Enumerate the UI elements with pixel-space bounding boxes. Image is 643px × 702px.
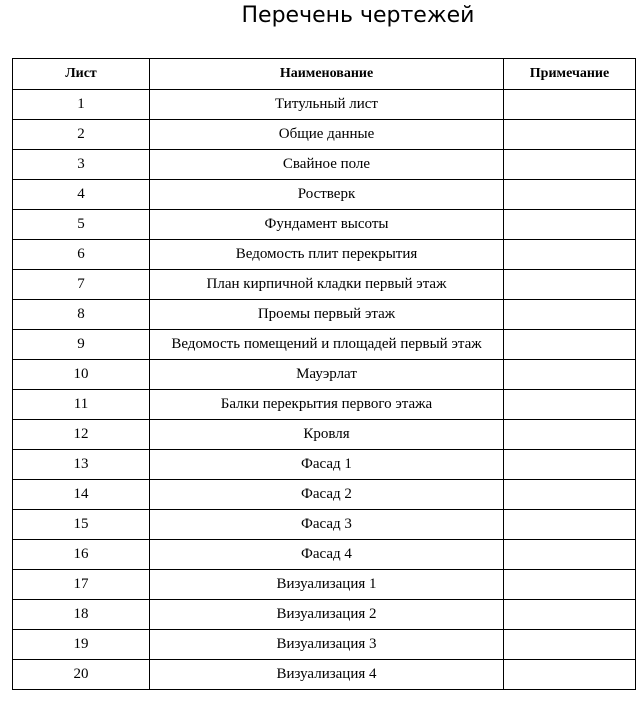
sheet-note-cell: [504, 510, 636, 540]
sheet-note-cell: [504, 150, 636, 180]
table-row: [13, 420, 636, 450]
table-row: [13, 390, 636, 420]
sheet-name-cell: Фундамент высоты: [150, 210, 504, 240]
sheet-name-cell: Свайное поле: [150, 150, 504, 180]
table-row: [13, 570, 636, 600]
sheet-name-cell: Кровля: [150, 420, 504, 450]
sheet-number-cell: 3: [13, 150, 150, 180]
sheet-note-cell: [504, 360, 636, 390]
sheet-number-cell: 20: [13, 660, 150, 690]
table-row: [13, 210, 636, 240]
sheet-note-cell: [504, 210, 636, 240]
sheet-name-cell: Ростверк: [150, 180, 504, 210]
sheet-name-cell: Фасад 1: [150, 450, 504, 480]
sheet-name-cell: Общие данные: [150, 120, 504, 150]
sheet-name-cell: Титульный лист: [150, 90, 504, 120]
sheet-number-cell: 15: [13, 510, 150, 540]
sheet-name-cell: Визуализация 4: [150, 660, 504, 690]
table-body: [13, 90, 636, 690]
sheet-number-cell: 13: [13, 450, 150, 480]
sheet-number-cell: 11: [13, 390, 150, 420]
sheet-note-cell: [504, 600, 636, 630]
sheet-name-cell: Визуализация 3: [150, 630, 504, 660]
sheet-name-cell: Визуализация 1: [150, 570, 504, 600]
sheet-note-cell: [504, 90, 636, 120]
sheet-note-cell: [504, 660, 636, 690]
drawings-table: [12, 58, 636, 690]
table-row: [13, 480, 636, 510]
sheet-name-cell: Ведомость плит перекрытия: [150, 240, 504, 270]
sheet-number-cell: 18: [13, 600, 150, 630]
table-row: [13, 360, 636, 390]
sheet-name-cell: Проемы первый этаж: [150, 300, 504, 330]
sheet-number-cell: 8: [13, 300, 150, 330]
sheet-number-cell: 5: [13, 210, 150, 240]
sheet-name-cell: Мауэрлат: [150, 360, 504, 390]
sheet-name-cell: Фасад 2: [150, 480, 504, 510]
sheet-number-cell: 14: [13, 480, 150, 510]
sheet-name-cell: План кирпичной кладки первый этаж: [150, 270, 504, 300]
sheet-note-cell: [504, 630, 636, 660]
sheet-note-cell: [504, 390, 636, 420]
sheet-note-cell: [504, 420, 636, 450]
table-row: [13, 150, 636, 180]
sheet-name-cell: Балки перекрытия первого этажа: [150, 390, 504, 420]
sheet-number-cell: 4: [13, 180, 150, 210]
sheet-name-cell: Фасад 4: [150, 540, 504, 570]
sheet-note-cell: [504, 570, 636, 600]
header-note: Примечание: [504, 59, 636, 90]
header-sheet: Лист: [13, 59, 150, 90]
sheet-name-cell: Ведомость помещений и площадей первый этаж: [150, 330, 504, 360]
sheet-name-cell: Визуализация 2: [150, 600, 504, 630]
table-row: [13, 180, 636, 210]
table-row: [13, 510, 636, 540]
sheet-number-cell: 2: [13, 120, 150, 150]
header-name: Наименование: [150, 59, 504, 90]
sheet-note-cell: [504, 270, 636, 300]
sheet-note-cell: [504, 120, 636, 150]
sheet-number-cell: 7: [13, 270, 150, 300]
table-row: [13, 120, 636, 150]
sheet-note-cell: [504, 300, 636, 330]
table-row: [13, 600, 636, 630]
sheet-number-cell: 6: [13, 240, 150, 270]
sheet-name-cell: Фасад 3: [150, 510, 504, 540]
table-row: [13, 540, 636, 570]
sheet-number-cell: 17: [13, 570, 150, 600]
table-row: [13, 450, 636, 480]
table-row: [13, 630, 636, 660]
table-row: [13, 330, 636, 360]
table-row: [13, 270, 636, 300]
sheet-note-cell: [504, 180, 636, 210]
sheet-note-cell: [504, 480, 636, 510]
sheet-number-cell: 19: [13, 630, 150, 660]
table-header-row: [13, 59, 636, 90]
table-row: [13, 240, 636, 270]
sheet-number-cell: 10: [13, 360, 150, 390]
table-row: [13, 300, 636, 330]
table-row: [13, 90, 636, 120]
page-title: Перечень чертежей: [241, 3, 475, 28]
sheet-number-cell: 9: [13, 330, 150, 360]
table-row: [13, 660, 636, 690]
sheet-number-cell: 12: [13, 420, 150, 450]
sheet-note-cell: [504, 330, 636, 360]
sheet-note-cell: [504, 540, 636, 570]
sheet-number-cell: 16: [13, 540, 150, 570]
sheet-note-cell: [504, 240, 636, 270]
sheet-note-cell: [504, 450, 636, 480]
sheet-number-cell: 1: [13, 90, 150, 120]
